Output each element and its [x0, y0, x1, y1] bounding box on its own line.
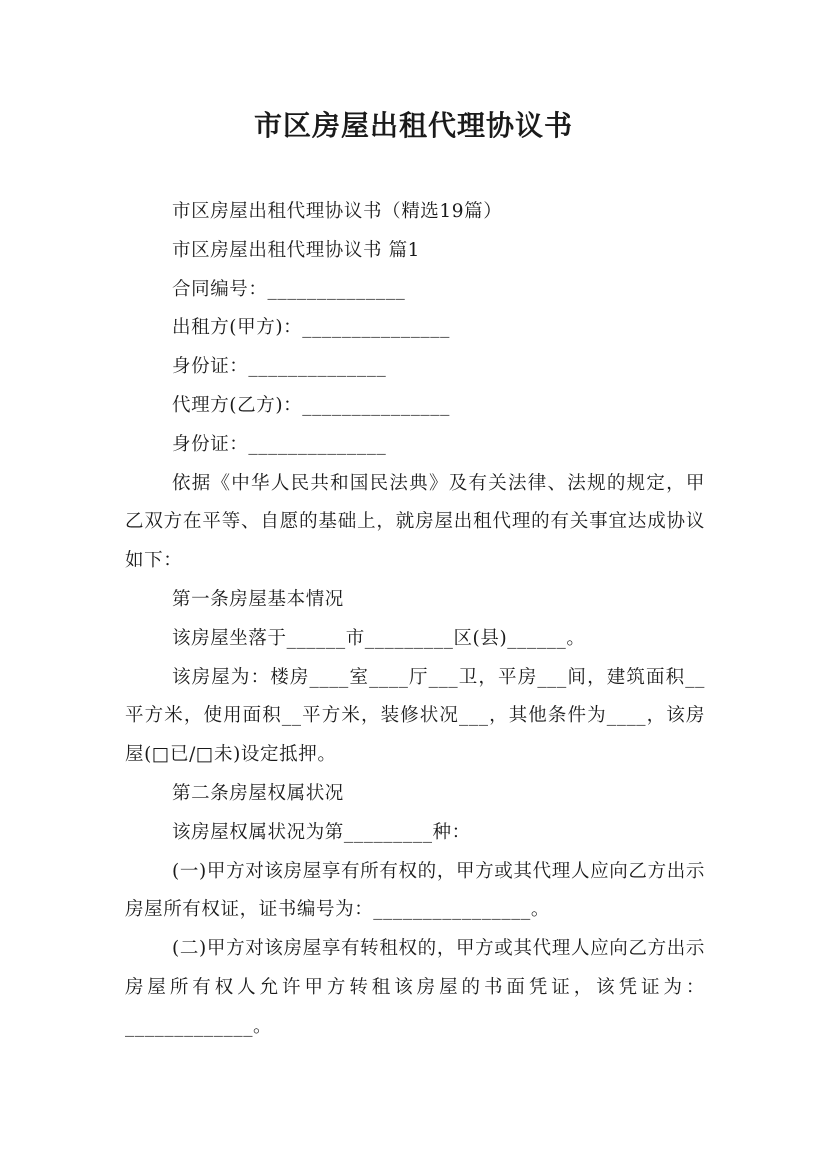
- article-1-heading: 第一条房屋基本情况: [172, 588, 344, 610]
- lessor-id-line: 身份证：______________: [172, 356, 387, 378]
- house-details-paragraph: 该房屋为：楼房____室____厅___卫，平房___间，建筑面积__平方米，使用面积__平方米，装修状况___，其他条件为____，该房屋(□已/□未)设定抵押。: [125, 666, 705, 766]
- lessor-line: 出租方(甲方)：_______________: [172, 317, 450, 339]
- paragraph-section-heading: 市区房屋出租代理协议书 篇1: [172, 239, 421, 261]
- document-body: [125, 193, 705, 1047]
- article-2-heading: 第二条房屋权属状况: [172, 782, 344, 804]
- ownership-type-paragraph: 该房屋权属状况为第_________种：: [172, 821, 471, 843]
- location-paragraph: 该房屋坐落于______市_________区(县)______。: [172, 627, 586, 649]
- ownership-option-2-paragraph: (二)甲方对该房屋享有转租权的，甲方或其代理人应向乙方出示房屋所有权人允许甲方转租该房屋的书面凭证，该凭证为：_____________。: [125, 938, 705, 1037]
- preamble-paragraph: 依据《中华人民共和国民法典》及有关法律、法规的规定，甲乙双方在平等、自愿的基础上，就房屋出租代理的有关事宜达成协议如下：: [125, 472, 705, 572]
- ownership-option-1-paragraph: (一)甲方对该房屋享有所有权的，甲方或其代理人应向乙方出示房屋所有权证，证书编号为：________________。: [125, 860, 705, 921]
- contract-number-line: 合同编号：______________: [172, 278, 406, 300]
- document-title: 市区房屋出租代理协议书: [253, 109, 573, 142]
- agent-line: 代理方(乙方)：_______________: [172, 394, 450, 416]
- paragraph-subtitle: 市区房屋出租代理协议书（精选19篇）: [172, 201, 503, 222]
- agent-id-line: 身份证：______________: [172, 433, 387, 455]
